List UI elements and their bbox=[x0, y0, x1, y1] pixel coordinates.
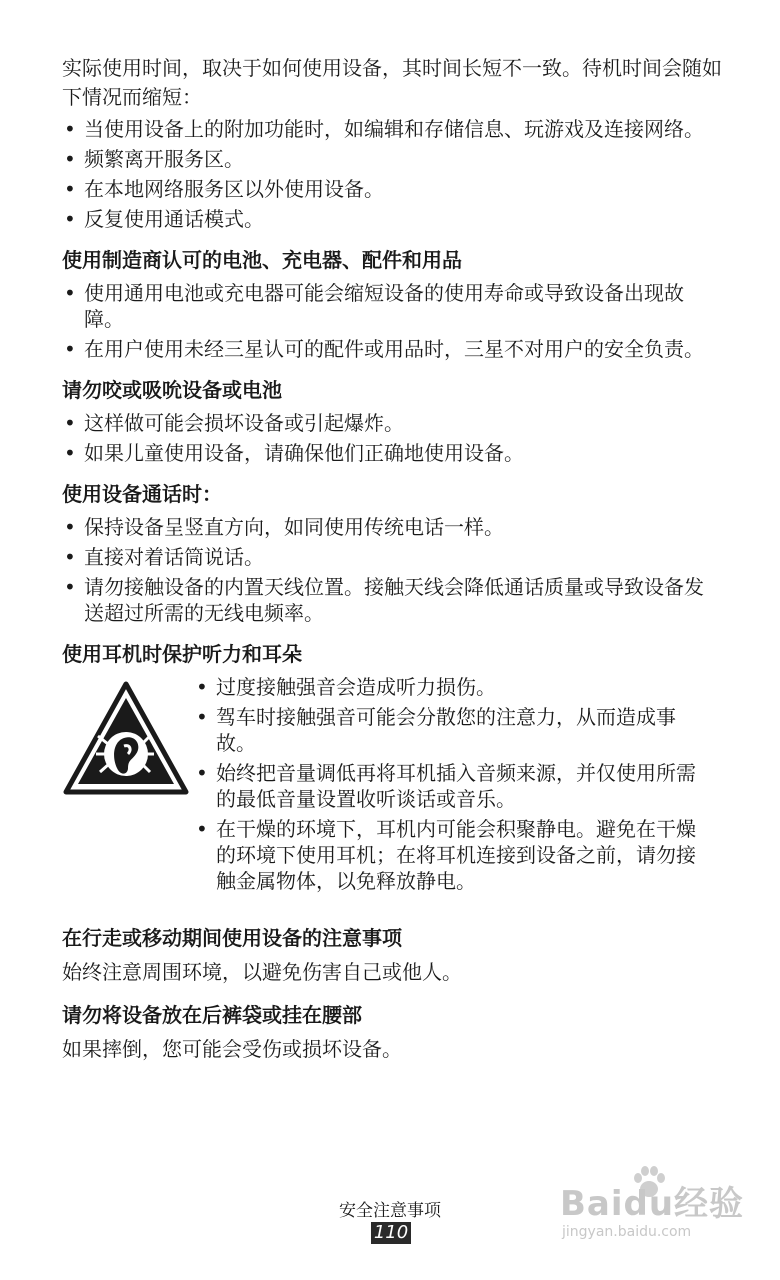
bite-list bbox=[62, 410, 722, 466]
walking-text: 始终注意周围环境，以避免伤害自己或他人。 bbox=[62, 960, 462, 984]
watermark-brand: Baidu经验 bbox=[560, 1184, 745, 1224]
list-item: • 这样做可能会损坏设备或引起爆炸。 bbox=[62, 410, 722, 436]
footer-section-title: 安全注意事项 bbox=[339, 1201, 441, 1221]
list-item: • 如果儿童使用设备，请确保他们正确地使用设备。 bbox=[62, 440, 722, 466]
walking-heading: 在行走或移动期间使用设备的注意事项 bbox=[62, 926, 402, 950]
intro-paragraph: 实际使用时间，取决于如何使用设备，其时间长短不一致。待机时间会随如下情况而缩短： bbox=[62, 56, 722, 109]
list-item: • 请勿接触设备的内置天线位置。接触天线会降低通话质量或导致设备发送超过所需的无线电频率。 bbox=[62, 574, 722, 626]
list-item: • 驾车时接触强音可能会分散您的注意力，从而造成事故。 bbox=[194, 704, 714, 756]
hearing-list bbox=[194, 674, 714, 898]
list-item: • 频繁离开服务区。 bbox=[62, 146, 722, 172]
page-number: 110 bbox=[371, 1222, 411, 1244]
list-item: • 反复使用通话模式。 bbox=[62, 206, 722, 232]
battery-heading: 使用制造商认可的电池、充电器、配件和用品 bbox=[62, 248, 462, 272]
page-content bbox=[62, 54, 722, 1068]
call-heading: 使用设备通话时： bbox=[62, 482, 222, 506]
list-item: • 始终把音量调低再将耳机插入音频来源，并仅使用所需的最低音量设置收听谈话或音乐。 bbox=[194, 760, 714, 812]
list-item: • 使用通用电池或充电器可能会缩短设备的使用寿命或导致设备出现故障。 bbox=[62, 280, 722, 332]
pocket-heading: 请勿将设备放在后裤袋或挂在腰部 bbox=[62, 1003, 362, 1027]
hearing-warning-icon bbox=[62, 680, 190, 798]
hearing-heading: 使用耳机时保护听力和耳朵 bbox=[62, 642, 302, 666]
list-item: • 当使用设备上的附加功能时，如编辑和存储信息、玩游戏及连接网络。 bbox=[62, 116, 722, 142]
bite-heading: 请勿咬或吸吮设备或电池 bbox=[62, 378, 282, 402]
list-item: • 在用户使用未经三星认可的配件或用品时，三星不对用户的安全负责。 bbox=[62, 336, 722, 362]
watermark-url: jingyan.baidu.com bbox=[562, 1224, 692, 1240]
battery-list bbox=[62, 280, 722, 362]
baidu-watermark bbox=[552, 1160, 752, 1250]
intro-list bbox=[62, 116, 722, 232]
list-item: • 在本地网络服务区以外使用设备。 bbox=[62, 176, 722, 202]
hearing-block bbox=[62, 674, 722, 902]
list-item: • 在干燥的环境下，耳机内可能会积聚静电。避免在干燥的环境下使用耳机；在将耳机连接到设备之前，请勿接触金属物体，以免释放静电。 bbox=[194, 816, 714, 894]
list-item: • 保持设备呈竖直方向，如同使用传统电话一样。 bbox=[62, 514, 722, 540]
call-list bbox=[62, 514, 722, 626]
list-item: • 直接对着话筒说话。 bbox=[62, 544, 722, 570]
list-item: • 过度接触强音会造成听力损伤。 bbox=[194, 674, 714, 700]
pocket-text: 如果摔倒，您可能会受伤或损坏设备。 bbox=[62, 1037, 402, 1061]
